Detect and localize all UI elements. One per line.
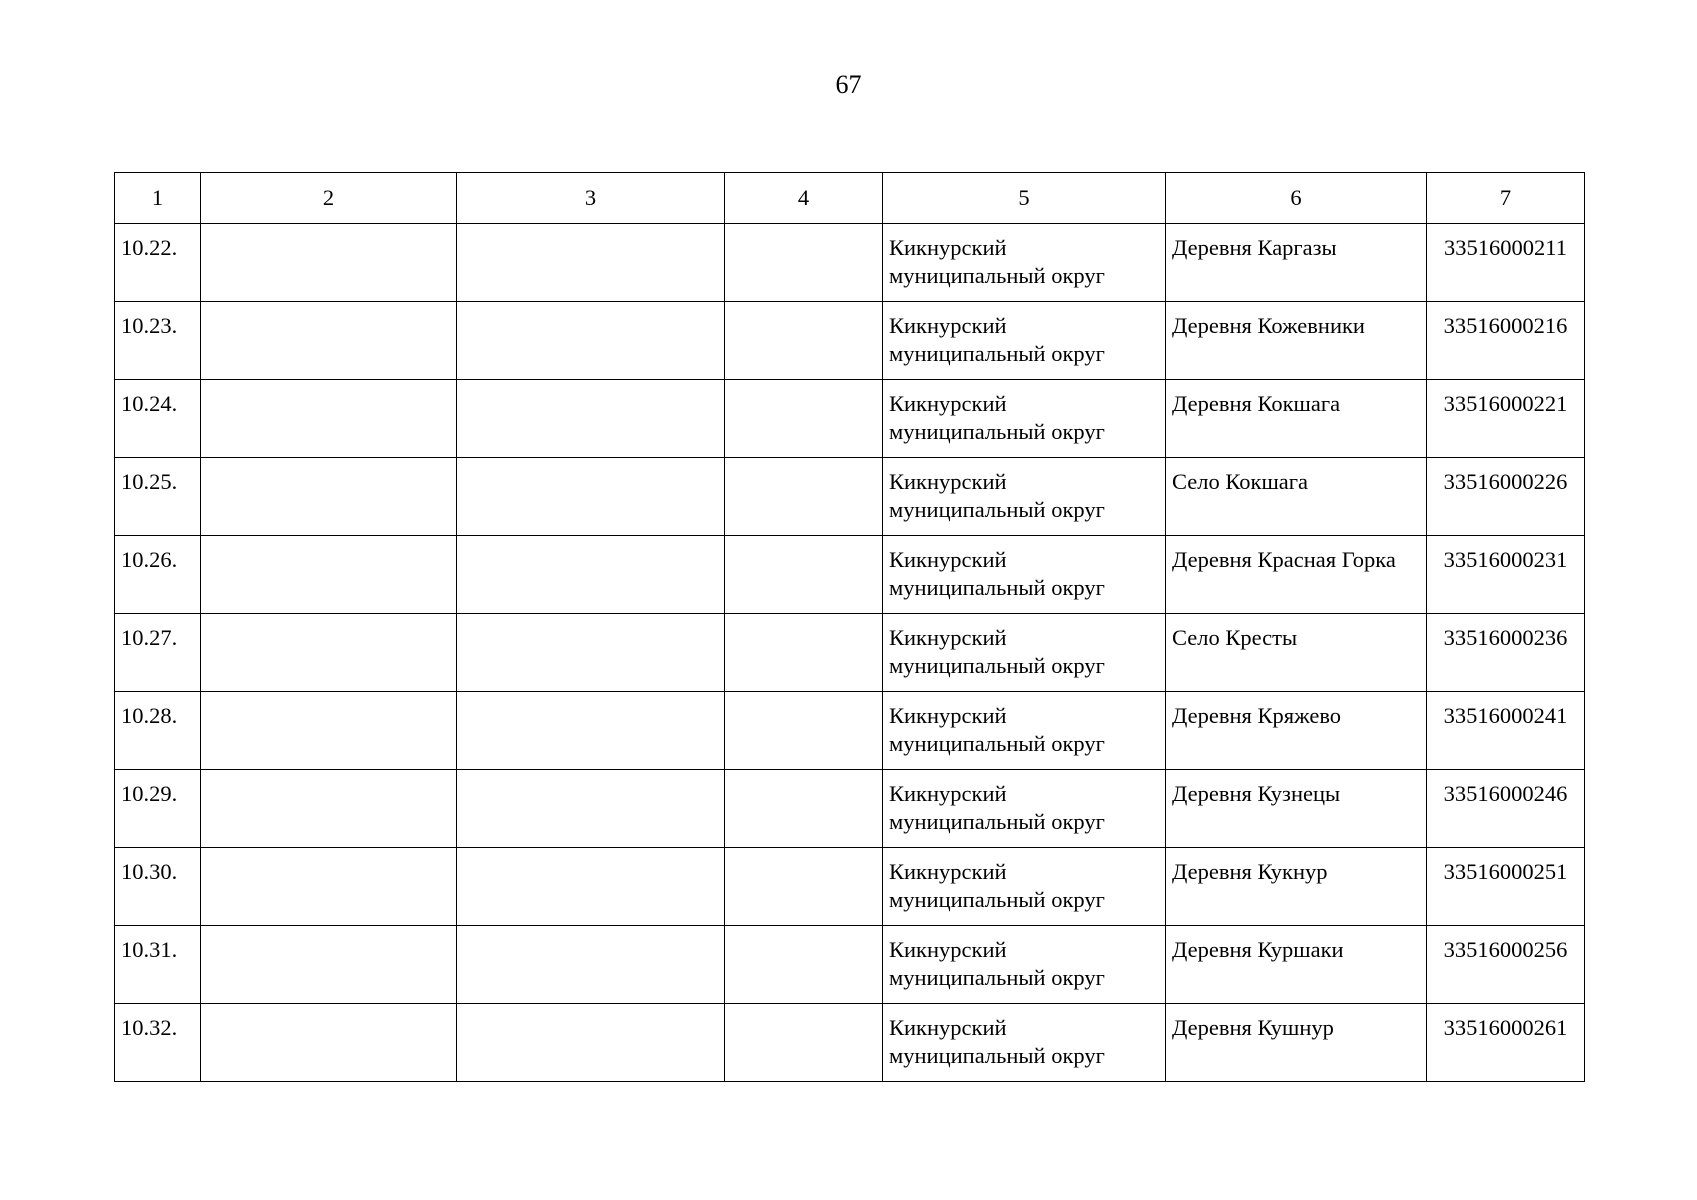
cell-col-2 — [201, 302, 457, 380]
oktmo-code-cell: 33516000236 — [1427, 614, 1585, 692]
row-number: 10.28. — [115, 692, 201, 770]
table-row — [115, 458, 1585, 536]
cell-col-4 — [725, 302, 883, 380]
cell-col-4 — [725, 224, 883, 302]
cell-col-3 — [457, 458, 725, 536]
cell-col-4 — [725, 614, 883, 692]
settlement-cell: Село Кресты — [1166, 614, 1427, 692]
row-number: 10.23. — [115, 302, 201, 380]
cell-col-3 — [457, 770, 725, 848]
oktmo-code-cell: 33516000246 — [1427, 770, 1585, 848]
table-row — [115, 536, 1585, 614]
district-cell: Кикнурский муниципальный округ — [883, 536, 1166, 614]
district-cell: Кикнурский муниципальный округ — [883, 1004, 1166, 1082]
cell-col-2 — [201, 926, 457, 1004]
header-row — [115, 173, 1585, 224]
cell-col-3 — [457, 536, 725, 614]
cell-col-2 — [201, 692, 457, 770]
cell-col-3 — [457, 926, 725, 1004]
row-number: 10.29. — [115, 770, 201, 848]
settlement-cell: Деревня Красная Горка — [1166, 536, 1427, 614]
cell-col-2 — [201, 458, 457, 536]
oktmo-code-cell: 33516000261 — [1427, 1004, 1585, 1082]
settlement-cell: Деревня Кряжево — [1166, 692, 1427, 770]
cell-col-4 — [725, 692, 883, 770]
row-number: 10.26. — [115, 536, 201, 614]
cell-col-3 — [457, 224, 725, 302]
district-cell: Кикнурский муниципальный округ — [883, 848, 1166, 926]
cell-col-3 — [457, 614, 725, 692]
cell-col-2 — [201, 848, 457, 926]
district-cell: Кикнурский муниципальный округ — [883, 770, 1166, 848]
oktmo-code-cell: 33516000226 — [1427, 458, 1585, 536]
cell-col-3 — [457, 1004, 725, 1082]
cell-col-2 — [201, 1004, 457, 1082]
table-row — [115, 224, 1585, 302]
table-header — [115, 173, 1585, 224]
cell-col-4 — [725, 848, 883, 926]
row-number: 10.27. — [115, 614, 201, 692]
page-number: 67 — [835, 70, 862, 99]
settlement-cell: Деревня Кузнецы — [1166, 770, 1427, 848]
cell-col-2 — [201, 614, 457, 692]
row-number: 10.32. — [115, 1004, 201, 1082]
settlement-cell: Деревня Каргазы — [1166, 224, 1427, 302]
table-row — [115, 1004, 1585, 1082]
district-cell: Кикнурский муниципальный округ — [883, 302, 1166, 380]
table-row — [115, 302, 1585, 380]
header-col-4: 4 — [725, 173, 883, 224]
oktmo-code-cell: 33516000251 — [1427, 848, 1585, 926]
oktmo-code-cell: 33516000241 — [1427, 692, 1585, 770]
settlement-cell: Деревня Кушнур — [1166, 1004, 1427, 1082]
settlements-table — [114, 172, 1585, 1082]
settlement-cell: Деревня Кокшага — [1166, 380, 1427, 458]
table-row — [115, 770, 1585, 848]
oktmo-code-cell: 33516000231 — [1427, 536, 1585, 614]
district-cell: Кикнурский муниципальный округ — [883, 926, 1166, 1004]
cell-col-3 — [457, 380, 725, 458]
cell-col-3 — [457, 692, 725, 770]
cell-col-4 — [725, 536, 883, 614]
header-col-3: 3 — [457, 173, 725, 224]
table-row — [115, 614, 1585, 692]
district-cell: Кикнурский муниципальный округ — [883, 224, 1166, 302]
settlement-cell: Деревня Кукнур — [1166, 848, 1427, 926]
settlement-cell: Деревня Куршаки — [1166, 926, 1427, 1004]
cell-col-2 — [201, 770, 457, 848]
row-number: 10.22. — [115, 224, 201, 302]
settlement-cell: Село Кокшага — [1166, 458, 1427, 536]
oktmo-code-cell: 33516000211 — [1427, 224, 1585, 302]
header-col-2: 2 — [201, 173, 457, 224]
cell-col-2 — [201, 380, 457, 458]
row-number: 10.25. — [115, 458, 201, 536]
oktmo-code-cell: 33516000256 — [1427, 926, 1585, 1004]
table-row — [115, 926, 1585, 1004]
cell-col-4 — [725, 926, 883, 1004]
oktmo-code-cell: 33516000221 — [1427, 380, 1585, 458]
district-cell: Кикнурский муниципальный округ — [883, 692, 1166, 770]
cell-col-4 — [725, 458, 883, 536]
header-col-7: 7 — [1427, 173, 1585, 224]
table-row — [115, 692, 1585, 770]
row-number: 10.24. — [115, 380, 201, 458]
cell-col-4 — [725, 770, 883, 848]
district-cell: Кикнурский муниципальный округ — [883, 380, 1166, 458]
settlement-cell: Деревня Кожевники — [1166, 302, 1427, 380]
cell-col-4 — [725, 380, 883, 458]
district-cell: Кикнурский муниципальный округ — [883, 614, 1166, 692]
cell-col-3 — [457, 848, 725, 926]
header-col-5: 5 — [883, 173, 1166, 224]
header-col-1: 1 — [115, 173, 201, 224]
cell-col-2 — [201, 224, 457, 302]
row-number: 10.30. — [115, 848, 201, 926]
cell-col-3 — [457, 302, 725, 380]
row-number: 10.31. — [115, 926, 201, 1004]
district-cell: Кикнурский муниципальный округ — [883, 458, 1166, 536]
table-body — [115, 224, 1585, 1082]
table-row — [115, 848, 1585, 926]
table-row — [115, 380, 1585, 458]
oktmo-code-cell: 33516000216 — [1427, 302, 1585, 380]
cell-col-4 — [725, 1004, 883, 1082]
header-col-6: 6 — [1166, 173, 1427, 224]
cell-col-2 — [201, 536, 457, 614]
